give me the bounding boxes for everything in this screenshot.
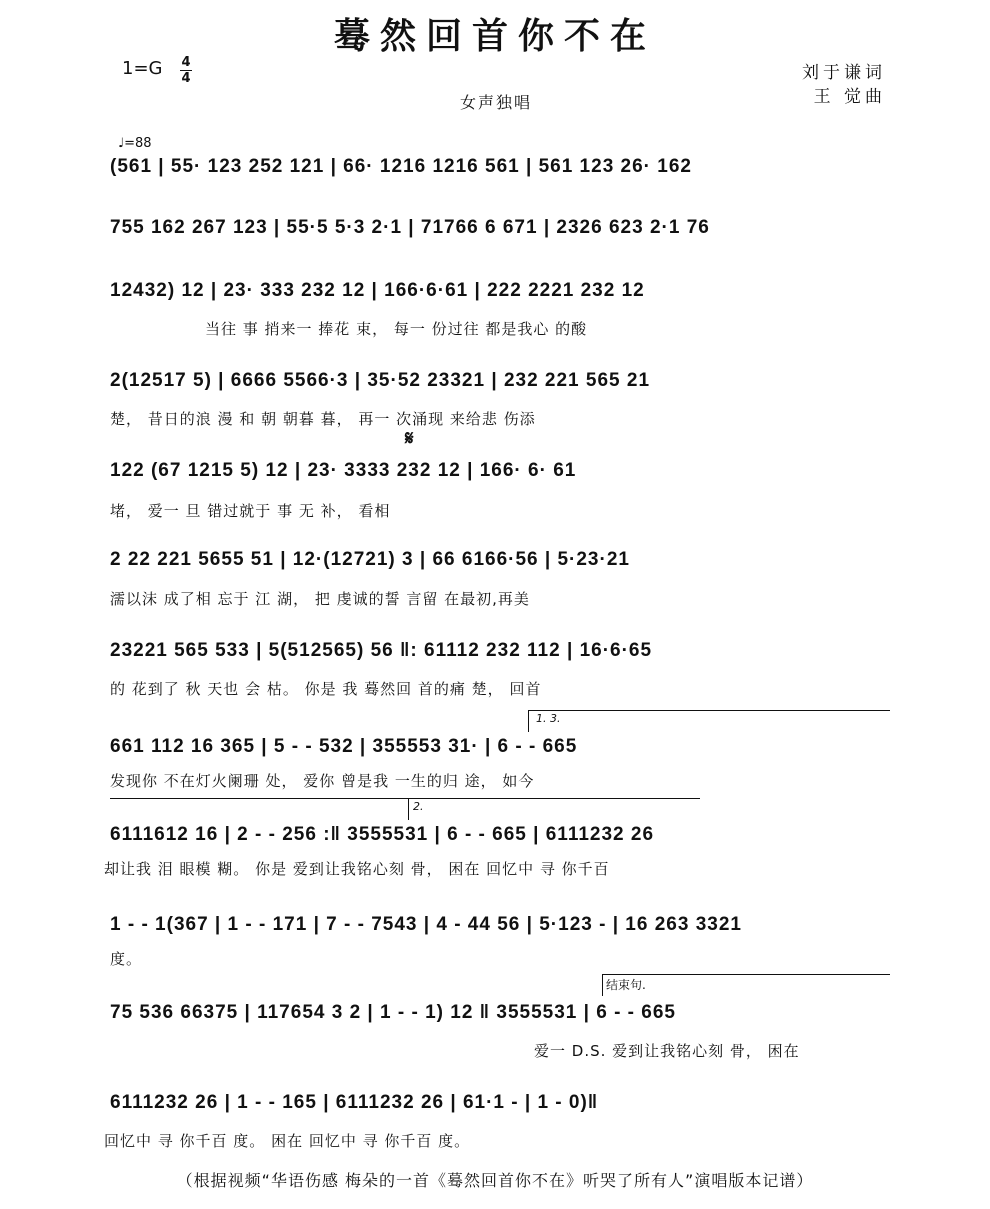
volta-1-bracket-left (528, 710, 529, 732)
lyric-row-7: 的 花到了 秋 天也 会 枯。 你是 我 蓦然回 首的痛 楚， 回首 (110, 680, 542, 698)
music-row-8: 661 112 16 365 | 5 - - 532 | 355553 31· | 6 - - 665 (110, 736, 578, 757)
music-row-1: (561 | 55· 123 252 121 | 66· 1216 1216 561 | 561 123 26· 162 (110, 156, 692, 177)
volta-1-continuation (110, 798, 700, 799)
music-row-7: 23221 565 533 | 5(512565) 56 ‖: 61112 232 112 | 16·6·65 (110, 640, 653, 661)
volta-2-label: 2. (413, 800, 424, 813)
volta-1-bracket (528, 710, 890, 711)
ending-bracket (602, 974, 890, 975)
lyric-row-10: 度。 (110, 950, 143, 968)
lyric-row-4: 楚， 昔日的浪 漫 和 朝 朝暮 暮， 再一 次涌现 来给悲 伤添 (110, 410, 536, 428)
ending-bracket-left (602, 974, 603, 996)
segno-sign: 𝄋 (405, 426, 414, 450)
lyric-row-11: 爱一 D.S. 爱到让我铭心刻 骨， 困在 (534, 1042, 800, 1060)
ending-label: 结束句. (606, 978, 646, 992)
music-row-11: 75 536 66375 | 117654 3 2 | 1 - - 1) 12 ‖ 3555531 | 6 - - 665 (110, 1002, 676, 1023)
lyric-row-3: 当往 事 捎来一 捧花 束， 每一 份过往 都是我心 的酸 (205, 320, 588, 338)
lyric-row-9: 却让我 泪 眼模 糊。 你是 爱到让我铭心刻 骨， 困在 回忆中 寻 你千百 (104, 860, 610, 878)
music-row-10: 1 - - 1(367 | 1 - - 171 | 7 - - 7543 | 4 - 44 56 | 5·123 - | 16 263 3321 (110, 914, 742, 935)
composer-credit: 王 觉曲 (813, 87, 886, 107)
key-signature: 1=G (122, 58, 163, 79)
song-title: 蓦然回首你不在 (333, 15, 656, 57)
performance-type: 女声独唱 (460, 93, 533, 112)
transcription-note: （根据视频“华语伤感 梅朵的一首《蓦然回首你不在》听哭了所有人”演唱版本记谱） (176, 1171, 814, 1190)
lyricist-credit: 刘于谦词 (802, 63, 886, 83)
time-signature (180, 56, 192, 85)
lyric-row-12: 回忆中 寻 你千百 度。 困在 回忆中 寻 你千百 度。 (104, 1132, 471, 1150)
music-row-3: 12432) 12 | 23· 333 232 12 | 166·6·61 | 222 2221 232 12 (110, 280, 645, 301)
time-signature-top: 4 (181, 55, 191, 70)
music-row-6: 2 22 221 5655 51 | 12·(12721) 3 | 66 6166·56 | 5·23·21 (110, 549, 630, 570)
lyric-row-8: 发现你 不在灯火阑珊 处， 爱你 曾是我 一生的归 途， 如今 (110, 772, 535, 790)
music-row-5: 122 (67 1215 5) 12 | 23· 3333 232 12 | 166· 6· 61 (110, 460, 577, 481)
lyric-row-5: 堵， 爱一 旦 错过就于 事 无 补， 看相 (110, 502, 391, 520)
volta-1-label: 1. 3. (536, 712, 561, 725)
music-row-2: 755 162 267 123 | 55·5 5·3 2·1 | 71766 6 671 | 2326 623 2·1 76 (110, 217, 710, 238)
music-row-9: 6111612 16 | 2 - - 256 :‖ 3555531 | 6 - - 665 | 6111232 26 (110, 824, 655, 845)
time-signature-bottom: 4 (181, 71, 191, 86)
tempo-marking: ♩=88 (118, 136, 152, 151)
music-row-4: 2(12517 5) | 6666 5566·3 | 35·52 23321 | 232 221 565 21 (110, 370, 651, 391)
music-row-12: 6111232 26 | 1 - - 165 | 6111232 26 | 61·1 - | 1 - 0)‖ (110, 1092, 599, 1113)
lyric-row-6: 濡以沫 成了相 忘于 江 湖， 把 虔诚的誓 言留 在最初,再美 (110, 590, 530, 608)
volta-2-bracket-left (408, 798, 409, 820)
